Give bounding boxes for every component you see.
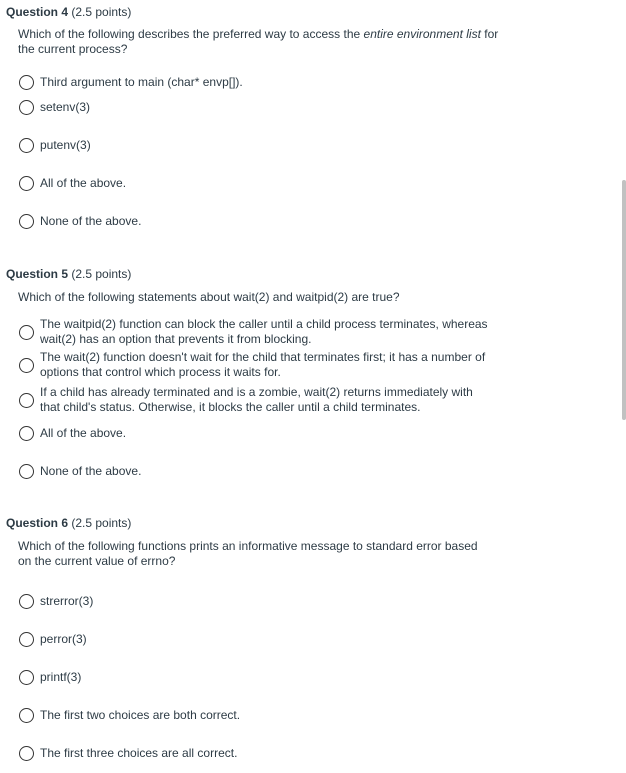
option-label: printf(3) [40, 670, 82, 684]
option-label: The waitpid(2) function can block the caller until a child process terminates, whereas wait(2) has an option that prevents it from blocking. [40, 317, 488, 346]
option-label: All of the above. [40, 426, 127, 440]
question-4-text: Which of the following describes the preferred way to access the entire environment list for the current process? [18, 27, 499, 56]
option-label: setenv(3) [40, 100, 91, 114]
radio-button[interactable] [19, 464, 34, 479]
radio-button[interactable] [19, 100, 34, 115]
question-points: (2.5 points) [71, 267, 132, 281]
option-label: If a child has already terminated and is a zombie, wait(2) returns immediately with that child's status. Otherwise, it blocks the caller until a child terminates. [40, 385, 473, 414]
option-label: The first two choices are both correct. [40, 708, 241, 722]
radio-button[interactable] [19, 138, 34, 153]
radio-button[interactable] [19, 632, 34, 647]
option-label: The first three choices are all correct. [40, 746, 238, 760]
question-5-text: Which of the following statements about wait(2) and waitpid(2) are true? [18, 290, 400, 304]
radio-button[interactable] [19, 214, 34, 229]
radio-button[interactable] [19, 746, 34, 761]
radio-button[interactable] [19, 708, 34, 723]
question-title: Question 5 [6, 267, 69, 281]
radio-button[interactable] [19, 358, 34, 373]
option-label: perror(3) [40, 632, 87, 646]
option-label: All of the above. [40, 176, 127, 190]
option-label: Third argument to main (char* envp[]). [40, 75, 243, 89]
question-4-header [6, 5, 131, 19]
emphasis-text: entire environment list [363, 27, 481, 41]
option-label: strerror(3) [40, 594, 94, 608]
radio-button[interactable] [19, 670, 34, 685]
vertical-scrollbar[interactable] [622, 180, 626, 420]
radio-button[interactable] [19, 325, 34, 340]
question-6-header [6, 516, 131, 530]
radio-button[interactable] [19, 75, 34, 90]
option-label: putenv(3) [40, 138, 91, 152]
question-6-text: Which of the following functions prints an informative message to standard error based on the current value of errno? [18, 539, 478, 568]
question-title: Question 6 [6, 516, 69, 530]
radio-button[interactable] [19, 594, 34, 609]
question-points: (2.5 points) [71, 5, 132, 19]
radio-button[interactable] [19, 393, 34, 408]
option-label: None of the above. [40, 214, 142, 228]
question-points: (2.5 points) [71, 516, 132, 530]
question-title: Question 4 [6, 5, 69, 19]
question-5-header [6, 267, 131, 281]
radio-button[interactable] [19, 426, 34, 441]
option-label: The wait(2) function doesn't wait for the child that terminates first; it has a number of options that control which process it waits for. [40, 350, 486, 379]
option-label: None of the above. [40, 464, 142, 478]
radio-button[interactable] [19, 176, 34, 191]
